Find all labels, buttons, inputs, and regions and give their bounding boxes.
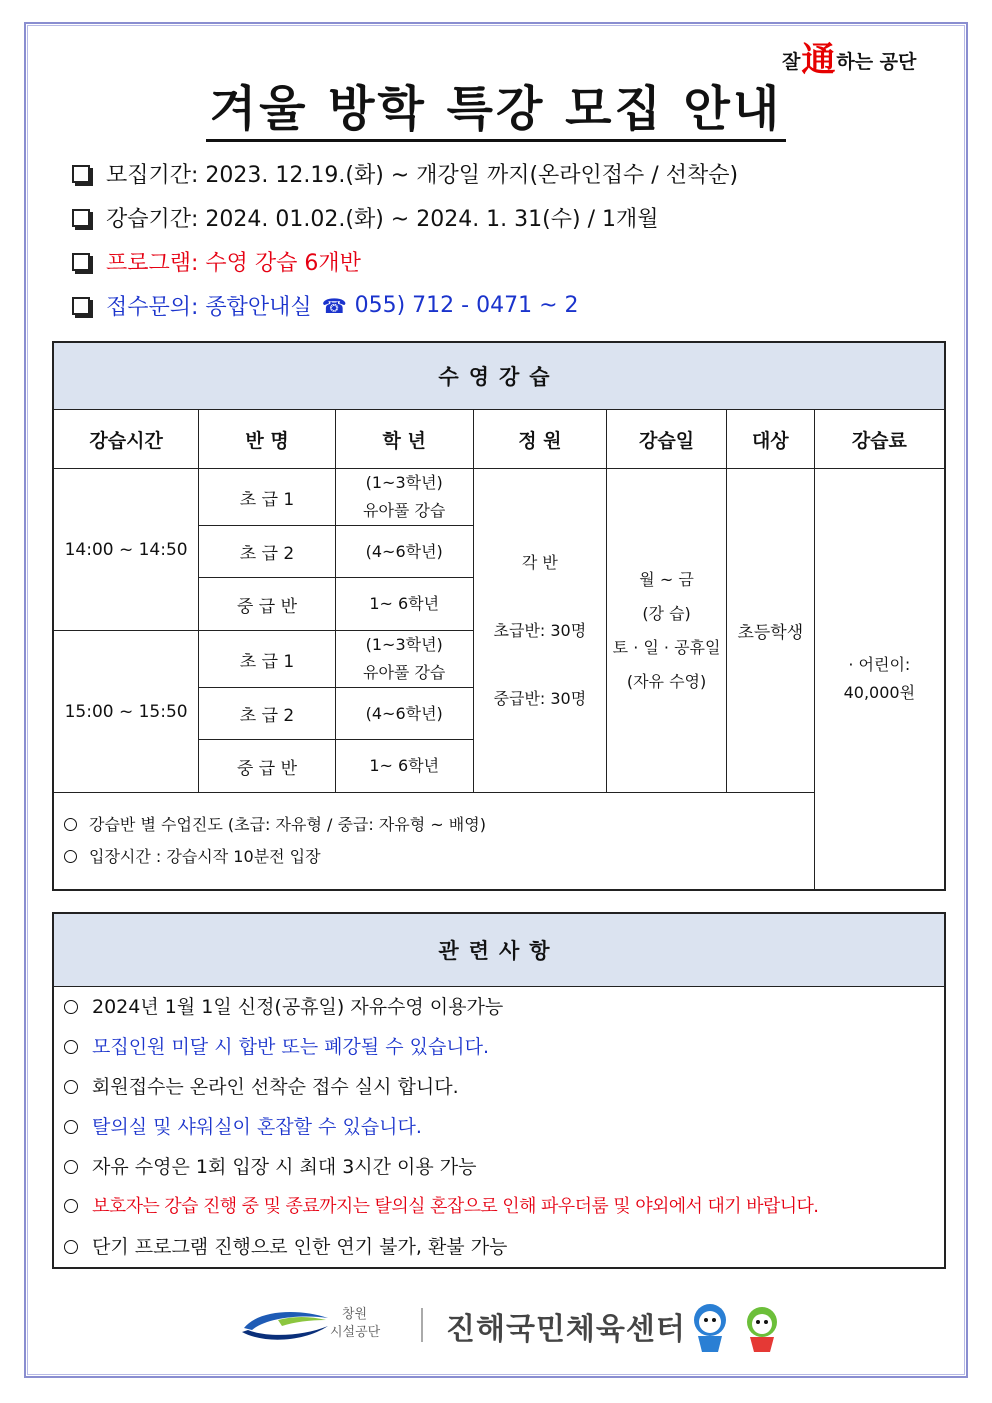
info-class-period: [72, 202, 658, 233]
related-title: 관련사항: [53, 913, 945, 987]
target-cell: 초등학생: [726, 469, 814, 793]
info-text: 프로그램: 수영 강습 6개반: [106, 251, 361, 276]
note-item: [64, 841, 814, 873]
related-item: [64, 1147, 944, 1187]
info-text: 강습기간: 2024. 01.02.(화) ~ 2024. 1. 31(수) / 1개월: [106, 207, 659, 232]
col-header-target: 대상: [726, 410, 814, 469]
related-item: [64, 1227, 944, 1267]
grade-cell: (4~6학년): [335, 526, 473, 578]
page-title-text: 겨울 방학 특강 모집 안내: [206, 81, 787, 142]
footer-divider: [421, 1308, 423, 1342]
slogan-suffix: 하는 공단: [836, 51, 917, 73]
info-text: 접수문의: 종합안내실: [106, 295, 312, 320]
center-name: 진해국민체육센터: [446, 1312, 686, 1347]
related-item: [64, 1027, 944, 1067]
related-list: [53, 987, 945, 1269]
related-item-text: 탈의실 및 샤워실이 혼잡할 수 있습니다.: [92, 1116, 422, 1138]
note-item: [64, 809, 814, 841]
info-program: [72, 246, 361, 277]
grade-line: (1~3학년): [365, 473, 443, 492]
grade-line: 유아풀 강습: [363, 501, 446, 520]
days-line: (자유 수영): [626, 671, 707, 691]
session-time: 15:00 ~ 15:50: [53, 631, 199, 793]
grade-line: 유아풀 강습: [363, 663, 446, 682]
class-name: 중 급 반: [199, 740, 336, 793]
days-line: 월 ~ 금: [639, 569, 694, 589]
capacity-cell: [473, 469, 607, 793]
fee-line: · 어린이:: [848, 655, 911, 674]
class-name: 초 급 2: [199, 688, 336, 740]
info-contact: [72, 290, 579, 321]
related-item-text: 회원접수는 온라인 선착순 접수 실시 합니다.: [92, 1076, 459, 1098]
table-notes: [53, 793, 814, 891]
circle-bullet-icon: [64, 1199, 78, 1213]
org-line: 시설공단: [330, 1325, 381, 1340]
grade-cell: (4~6학년): [335, 688, 473, 740]
grade-cell: [335, 469, 473, 526]
col-header-days: 강습일: [607, 410, 727, 469]
checkbox-icon: [72, 253, 90, 271]
phone-icon: ☎: [321, 293, 347, 318]
fee-amount: 40,000원: [843, 683, 916, 702]
slogan-prefix: 잘: [782, 51, 801, 73]
logo-swoosh-icon: [238, 1304, 334, 1344]
org-line: 창원: [342, 1307, 368, 1322]
swim-class-table: [52, 341, 946, 891]
circle-bullet-icon: [64, 1160, 78, 1174]
slogan-big-char: 通: [801, 40, 836, 80]
circle-bullet-icon: [64, 1080, 78, 1094]
days-cell: [607, 469, 727, 793]
class-name: 초 급 1: [199, 469, 336, 526]
circle-bullet-icon: [64, 850, 77, 863]
info-recruit-period: [72, 158, 738, 189]
capacity-line: 중급반: 30명: [493, 688, 587, 708]
note-text: 입장시간 : 강습시작 10분전 입장: [89, 847, 321, 866]
class-name: 초 급 1: [199, 631, 336, 688]
grade-cell: 1~ 6학년: [335, 578, 473, 631]
org-logo-text: [330, 1306, 380, 1342]
col-header-time: 강습시간: [53, 410, 199, 469]
checkbox-icon: [72, 209, 90, 227]
checkbox-icon: [72, 165, 90, 183]
session-time: 14:00 ~ 14:50: [53, 469, 199, 631]
days-line: (강 습): [642, 603, 691, 623]
related-item-text: 보호자는 강습 진행 중 및 종료까지는 탈의실 혼잡으로 인해 파우더룸 및 야외에서 대기 바랍니다.: [92, 1196, 819, 1217]
class-name: 중 급 반: [199, 578, 336, 631]
circle-bullet-icon: [64, 1000, 78, 1014]
related-item-text: 2024년 1월 1일 신정(공휴일) 자유수영 이용가능: [92, 996, 504, 1018]
table-title: 수영강습: [53, 342, 945, 410]
grade-line: (1~3학년): [365, 635, 443, 654]
mascot-icon: [684, 1300, 788, 1354]
related-item-text: 모집인원 미달 시 합반 또는 폐강될 수 있습니다.: [92, 1036, 490, 1058]
col-header-fee: 강습료: [814, 410, 945, 469]
capacity-line: 초급반: 30명: [493, 620, 587, 640]
circle-bullet-icon: [64, 1120, 78, 1134]
footer: [238, 1296, 798, 1356]
related-item: [64, 1187, 944, 1227]
fee-cell: [814, 469, 945, 891]
capacity-line: 각 반: [521, 552, 558, 572]
grade-cell: 1~ 6학년: [335, 740, 473, 793]
class-name: 초 급 2: [199, 526, 336, 578]
related-item: [64, 1067, 944, 1107]
col-header-grade: 학 년: [335, 410, 473, 469]
related-item-text: 자유 수영은 1회 입장 시 최대 3시간 이용 가능: [92, 1156, 477, 1178]
circle-bullet-icon: [64, 818, 77, 831]
related-info-table: [52, 912, 946, 1269]
related-item: [64, 987, 944, 1027]
related-item-text: 단기 프로그램 진행으로 인한 연기 불가, 환불 가능: [92, 1236, 508, 1258]
page-title: [0, 70, 992, 139]
circle-bullet-icon: [64, 1040, 78, 1054]
checkbox-icon: [72, 297, 90, 315]
info-text: 모집기간: 2023. 12.19.(화) ~ 개강일 까지(온라인접수 / 선착순): [106, 163, 739, 188]
grade-cell: [335, 631, 473, 688]
col-header-class: 반 명: [199, 410, 336, 469]
days-line: 토 · 일 · 공휴일: [612, 637, 721, 657]
related-item: [64, 1107, 944, 1147]
col-header-capacity: 정 원: [473, 410, 607, 469]
circle-bullet-icon: [64, 1240, 78, 1254]
note-text: 강습반 별 수업진도 (초급: 자유형 / 중급: 자유형 ~ 배영): [89, 815, 486, 834]
phone-number: 055) 712 - 0471 ~ 2: [354, 293, 579, 318]
